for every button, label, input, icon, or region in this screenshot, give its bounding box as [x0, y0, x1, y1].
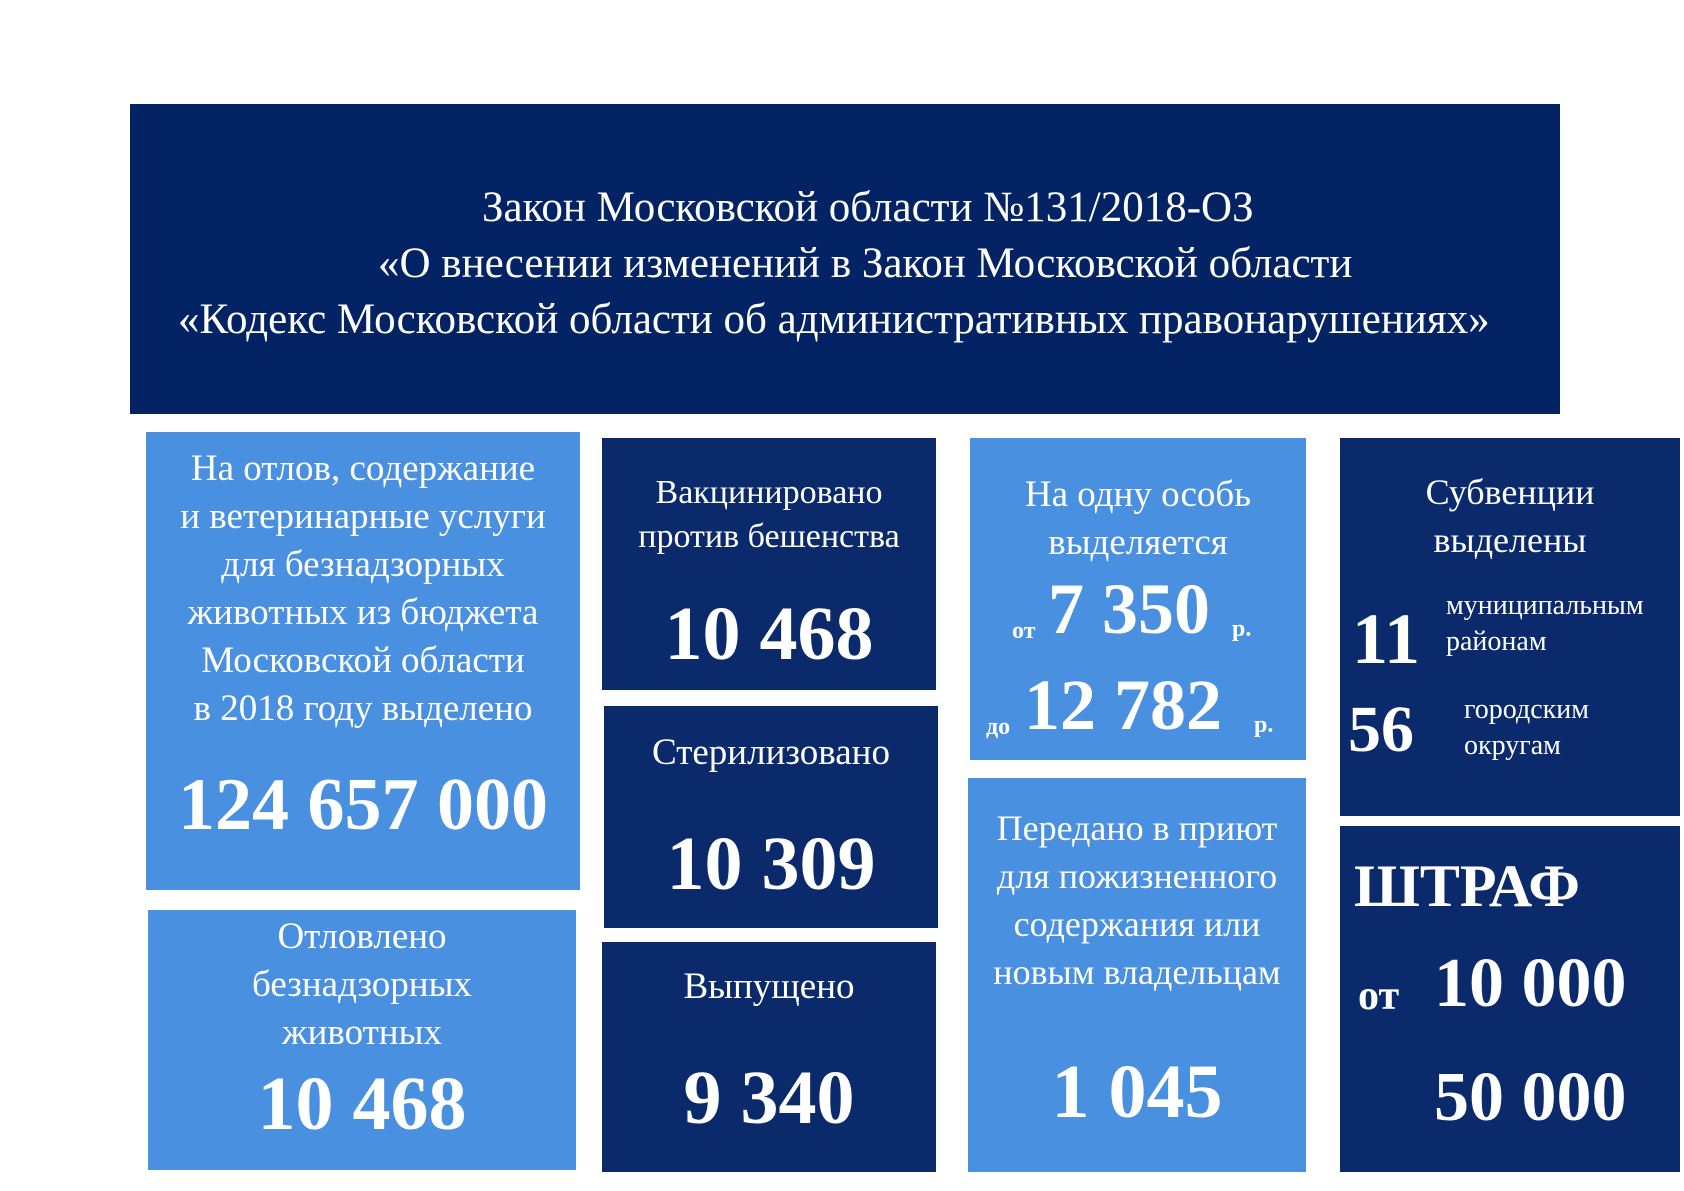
- subvention-box: [1340, 438, 1680, 816]
- subvention-label-line: Субвенции: [1425, 472, 1595, 512]
- sterilized-count: 10 309: [666, 822, 876, 906]
- budget-label-line: животных из бюджета: [187, 592, 539, 633]
- subvention-okrugs-label: городским: [1464, 694, 1589, 725]
- fine-title: ШТРАФ: [1354, 853, 1580, 919]
- budget-label-line: Московской области: [201, 640, 525, 681]
- infographic: [130, 104, 1644, 1146]
- subvention-okrugs-label: округам: [1464, 730, 1561, 761]
- law-header: [130, 104, 1560, 414]
- budget-label-line: и ветеринарные услуги: [180, 496, 546, 537]
- shelter-box: [968, 778, 1306, 1172]
- caught-label-line: Отловлено: [277, 916, 447, 957]
- released-count: 9 340: [683, 1056, 855, 1140]
- shelter-label-line: новым владельцам: [993, 952, 1281, 992]
- caught-box: [148, 910, 576, 1170]
- vaccinated-label-line: против бешенства: [638, 518, 900, 555]
- per-animal-to-value: 12 782: [1024, 665, 1222, 745]
- caught-count: 10 468: [257, 1062, 467, 1146]
- caught-label-line: безнадзорных: [252, 964, 472, 1005]
- subvention-districts-count: 11: [1352, 599, 1421, 679]
- fine-from-value: 10 000: [1434, 945, 1627, 1022]
- sterilized-label: Стерилизовано: [652, 732, 890, 773]
- subvention-label-line: выделены: [1433, 520, 1587, 560]
- released-label: Выпущено: [683, 966, 855, 1007]
- law-title-line-3: «Кодекс Московской области об административных правонарушениях»: [178, 296, 1490, 343]
- sterilized-box: [604, 706, 938, 928]
- per-animal-label-line: выделяется: [1048, 522, 1228, 563]
- law-title-line-2: «О внесении изменений в Закон Московской области: [378, 240, 1353, 287]
- vaccinated-box: [602, 438, 936, 690]
- budget-box: [146, 432, 580, 890]
- caught-label-line: животных: [282, 1012, 442, 1053]
- subvention-districts-label: районам: [1446, 626, 1547, 657]
- shelter-label-line: Передано в приют: [996, 808, 1278, 848]
- shelter-label-line: для пожизненного: [996, 856, 1278, 896]
- per-animal-from-prefix: от: [1012, 618, 1036, 644]
- shelter-count: 1 045: [1051, 1050, 1223, 1134]
- budget-label-line: в 2018 году выделено: [193, 688, 533, 729]
- subvention-okrugs-count: 56: [1348, 693, 1414, 766]
- vaccinated-count: 10 468: [664, 592, 874, 676]
- law-title-line-1: Закон Московской области №131/2018-ОЗ: [482, 184, 1254, 231]
- per-animal-to-unit: р.: [1254, 712, 1274, 738]
- fine-to-value: 50 000: [1434, 1059, 1627, 1136]
- per-animal-from-unit: р.: [1232, 616, 1252, 642]
- budget-label-line: для безнадзорных: [221, 544, 505, 585]
- per-animal-label-line: На одну особь: [1024, 474, 1252, 515]
- per-animal-from-value: 7 350: [1048, 569, 1210, 649]
- fine-box: [1340, 826, 1680, 1172]
- fine-from-prefix: от: [1358, 973, 1400, 1019]
- budget-label-line: На отлов, содержание: [190, 448, 536, 489]
- vaccinated-label-line: Вакцинировано: [655, 474, 883, 511]
- per-animal-to-prefix: до: [986, 714, 1011, 740]
- shelter-label-line: содержания или: [1013, 904, 1261, 944]
- released-box: [602, 942, 936, 1172]
- per-animal-box: [970, 438, 1306, 760]
- budget-amount: 124 657 000: [178, 764, 548, 846]
- subvention-districts-label: муниципальным: [1446, 590, 1644, 621]
